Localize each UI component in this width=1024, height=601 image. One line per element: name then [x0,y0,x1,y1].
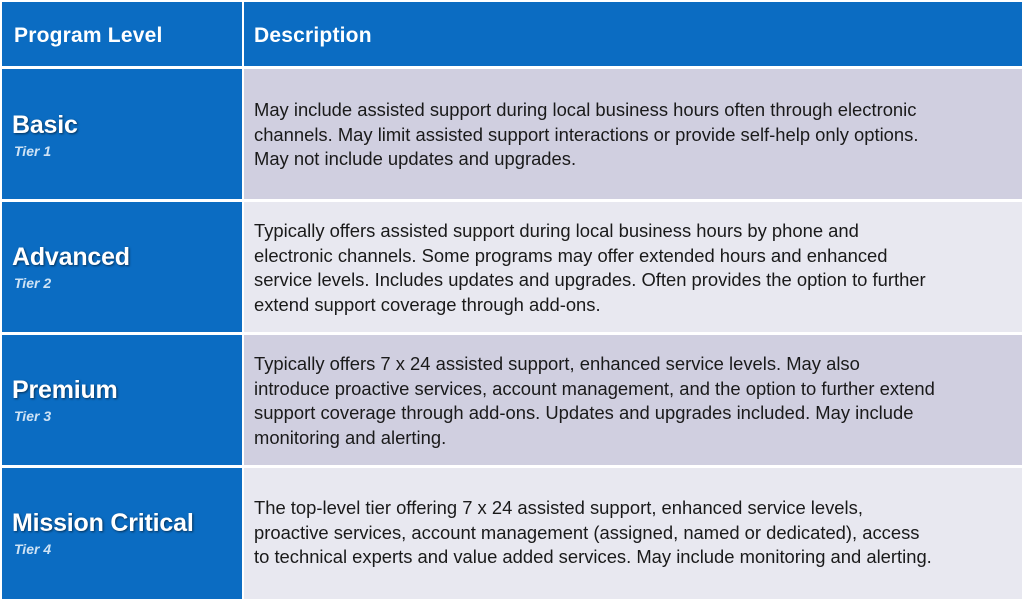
description-line: extend support coverage through add-ons. [254,293,601,315]
table-row-premium [0,335,1024,465]
tier-label-cell [2,468,242,599]
tier-name: Advanced [12,243,130,271]
description-line: channels. May limit assisted support interactions or provide self-help only options. [254,123,919,145]
description-line: introduce proactive services, account management, and the option to further extend [254,377,935,399]
header-cell-description [244,2,1022,66]
tier-label-cell [2,202,242,332]
tier-description [254,496,1012,570]
description-line: monitoring and alerting. [254,426,447,448]
table-row-mission-critical [0,468,1024,599]
tier-number: Tier 2 [14,275,52,291]
table-row-basic [0,69,1024,199]
description-line: May not include updates and upgrades. [254,148,577,169]
tier-number: Tier 4 [14,541,52,557]
tier-name: Premium [12,376,118,404]
tier-description [254,352,1012,450]
description-line: to technical experts and value added services. May include monitoring and alerting. [254,546,932,567]
tier-number: Tier 1 [14,143,52,159]
description-line: electronic channels. Some programs may offer extended hours and enhanced [254,244,888,266]
description-line: Typically offers assisted support during local business hours by phone and [254,220,859,241]
tier-description-cell [244,202,1022,332]
tier-description-cell [244,468,1022,599]
tier-name: Basic [12,111,78,139]
tier-label-cell [2,335,242,465]
tier-description-cell [244,69,1022,199]
description-line: support coverage through add-ons. Updates and upgrades included. May include [254,402,914,423]
description-line: service levels. Includes updates and upgrades. Often provides the option to further [254,269,926,290]
header-cell-program-level [2,2,242,66]
description-line: proactive services, account management (assigned, named or dedicated), access [254,521,920,543]
tier-name: Mission Critical [12,509,194,537]
header-description: Description [254,24,372,47]
tier-label-cell [2,69,242,199]
description-line: Typically offers 7 x 24 assisted support, enhanced service levels. May also [254,353,860,374]
header-program-level: Program Level [14,24,163,47]
table-row-advanced [0,202,1024,332]
tier-description [254,98,1012,172]
tier-number: Tier 3 [14,408,52,424]
tier-description [254,219,1012,317]
table-header-row [0,2,1024,66]
description-line: The top-level tier offering 7 x 24 assisted support, enhanced service levels, [254,497,863,518]
tier-description-cell [244,335,1022,465]
description-line: May include assisted support during local business hours often through electronic [254,99,917,120]
